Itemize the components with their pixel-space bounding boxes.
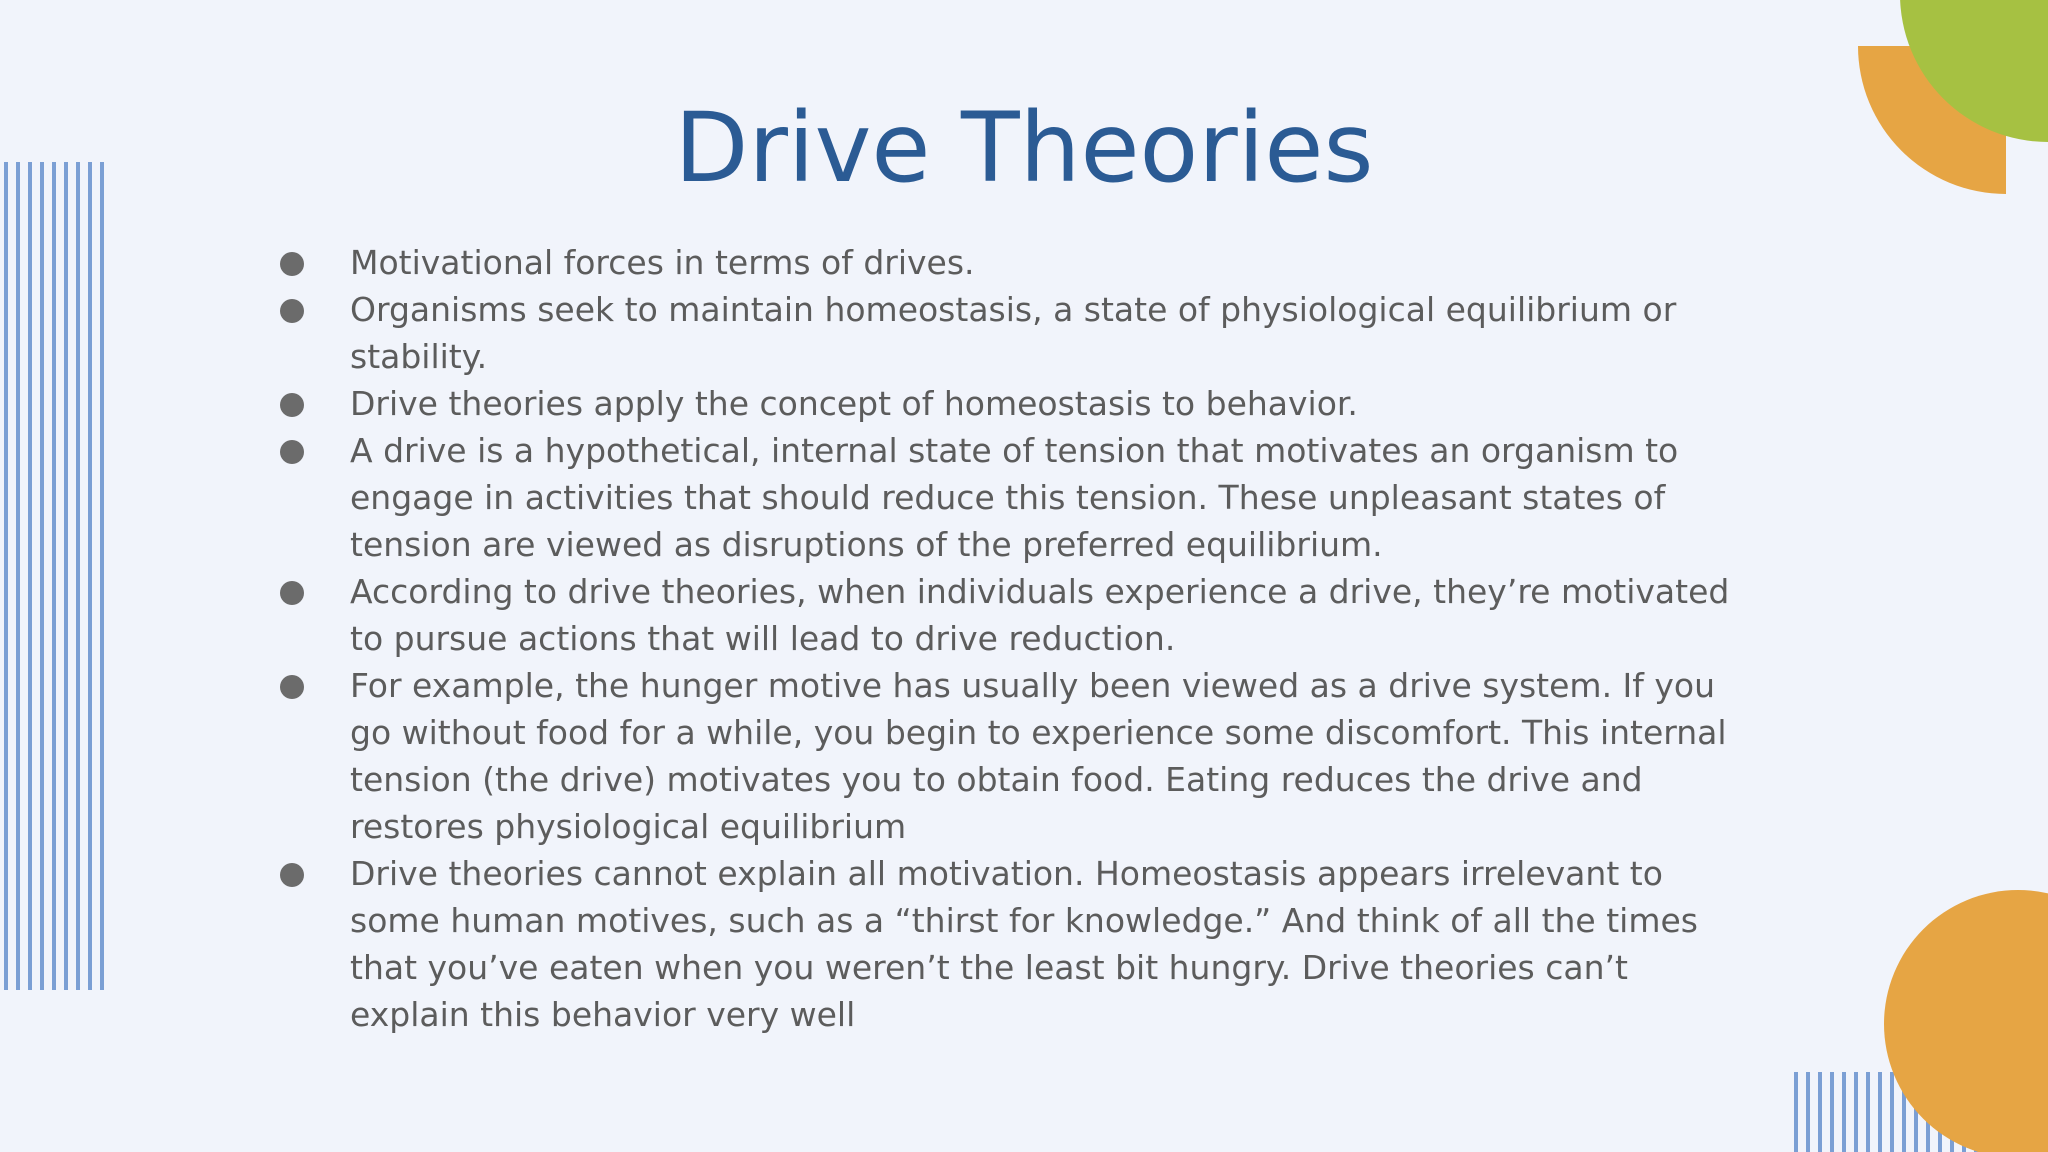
bullet-text: A drive is a hypothetical, internal state of tension that motivates an organism to engage in activities that should reduce this tension. These unpleasant states of tension are viewed as disruptions of the preferred equilibrium. [350, 431, 1679, 564]
bullet-text: Motivational forces in terms of drives. [350, 243, 975, 282]
bullet-item [272, 568, 1732, 662]
bullet-item [272, 850, 1732, 1038]
bullet-item [272, 380, 1732, 427]
bullet-list [272, 239, 1732, 1038]
bullet-dot-icon [280, 863, 304, 887]
bullet-text: According to drive theories, when individuals experience a drive, they’re motivated to pursue actions that will lead to drive reduction. [350, 572, 1730, 658]
bullet-dot-icon [280, 440, 304, 464]
bottom-right-circle-decoration [1880, 890, 2048, 1152]
bullet-text: For example, the hunger motive has usually been viewed as a drive system. If you go without food for a while, you begin to experience some discomfort. This internal tension (the drive) motivates you to obtain food. Eating reduces the drive and restores physiological equilibrium [350, 666, 1727, 846]
bullet-dot-icon [280, 581, 304, 605]
bullet-item [272, 286, 1732, 380]
bullet-dot-icon [280, 252, 304, 276]
bullet-text: Organisms seek to maintain homeostasis, a state of physiological equilibrium or stability. [350, 290, 1677, 376]
slide-title: Drive Theories [674, 92, 1374, 204]
bullet-dot-icon [280, 299, 304, 323]
bullet-text: Drive theories apply the concept of homeostasis to behavior. [350, 384, 1358, 423]
bullet-dot-icon [280, 675, 304, 699]
bullet-dot-icon [280, 393, 304, 417]
bullet-item [272, 427, 1732, 568]
bullet-item [272, 662, 1732, 850]
bullet-text: Drive theories cannot explain all motivation. Homeostasis appears irrelevant to some human motives, such as a “thirst for knowledge.” And think of all the times that you’ve eaten when you weren’t the least bit hungry. Drive theories can’t explain this behavior very well [350, 854, 1698, 1034]
left-stripes-decoration [0, 162, 110, 992]
bullet-item [272, 239, 1732, 286]
